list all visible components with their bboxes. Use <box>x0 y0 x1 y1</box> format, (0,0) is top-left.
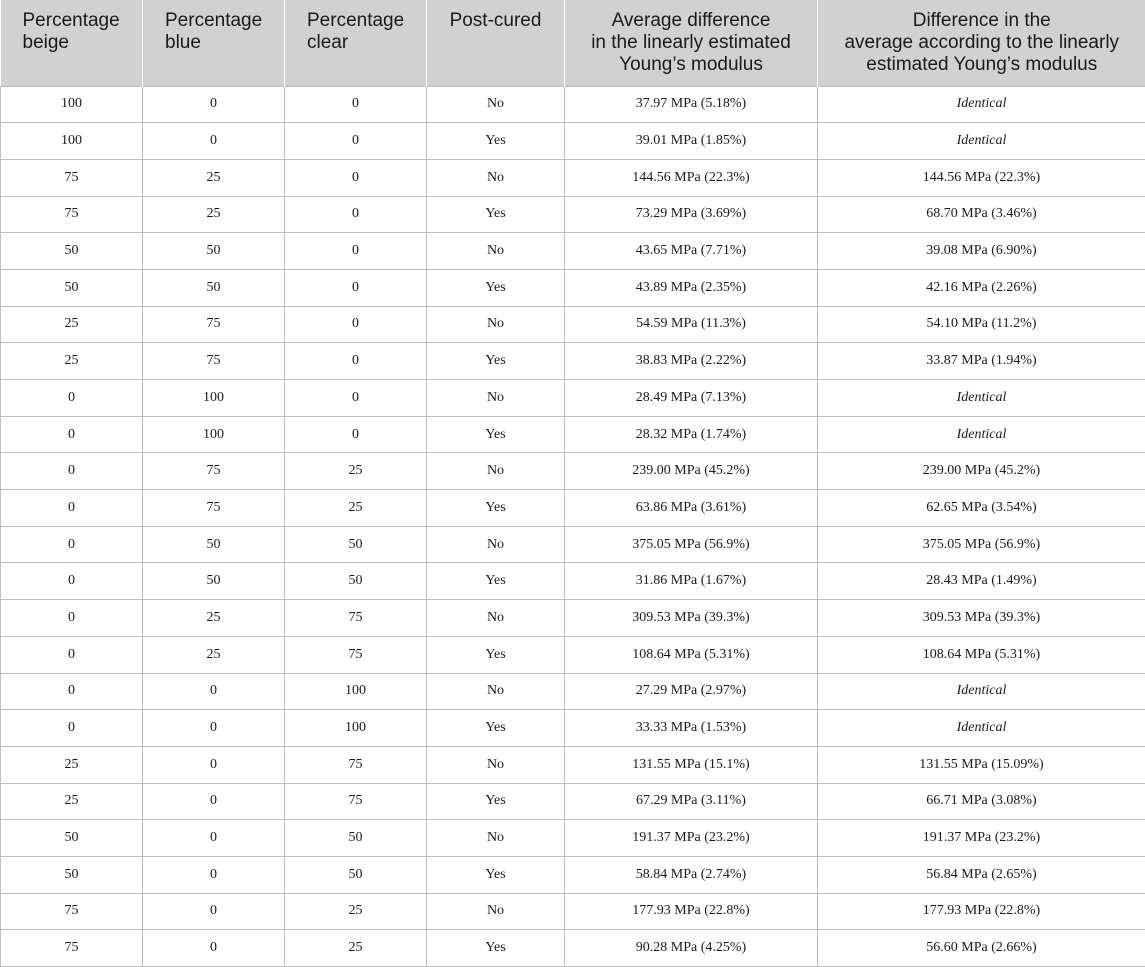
cell-percentage-clear: 100 <box>285 710 427 747</box>
cell-post-cured: No <box>427 893 565 930</box>
cell-percentage-beige: 50 <box>1 269 143 306</box>
cell-difference-in-average: 191.37 MPa (23.2%) <box>818 820 1145 857</box>
cell-post-cured: Yes <box>427 783 565 820</box>
cell-percentage-blue: 75 <box>143 490 285 527</box>
cell-percentage-blue: 75 <box>143 453 285 490</box>
header-line: average according to the linearly <box>824 32 1140 54</box>
cell-post-cured: Yes <box>427 416 565 453</box>
cell-average-difference: 28.49 MPa (7.13%) <box>565 380 818 417</box>
cell-percentage-beige: 0 <box>1 636 143 673</box>
cell-post-cured: No <box>427 673 565 710</box>
cell-average-difference: 90.28 MPa (4.25%) <box>565 930 818 967</box>
cell-percentage-beige: 0 <box>1 416 143 453</box>
cell-percentage-blue: 50 <box>143 526 285 563</box>
cell-percentage-beige: 0 <box>1 380 143 417</box>
cell-average-difference: 39.01 MPa (1.85%) <box>565 123 818 160</box>
cell-percentage-beige: 25 <box>1 343 143 380</box>
cell-average-difference: 131.55 MPa (15.1%) <box>565 746 818 783</box>
cell-percentage-clear: 50 <box>285 563 427 600</box>
cell-post-cured: No <box>427 86 565 123</box>
cell-percentage-clear: 0 <box>285 416 427 453</box>
cell-average-difference: 177.93 MPa (22.8%) <box>565 893 818 930</box>
cell-post-cured: Yes <box>427 269 565 306</box>
cell-percentage-beige: 50 <box>1 820 143 857</box>
cell-difference-in-average: 375.05 MPa (56.9%) <box>818 526 1145 563</box>
header-line: Young’s modulus <box>571 54 811 76</box>
cell-post-cured: Yes <box>427 490 565 527</box>
cell-percentage-blue: 25 <box>143 636 285 673</box>
table-row <box>1 86 1145 123</box>
cell-percentage-blue: 0 <box>143 710 285 747</box>
cell-percentage-blue: 50 <box>143 563 285 600</box>
header-line: Difference in the <box>824 10 1140 32</box>
cell-difference-in-average: 131.55 MPa (15.09%) <box>818 746 1145 783</box>
cell-post-cured: Yes <box>427 343 565 380</box>
header-post-cured <box>427 0 565 86</box>
table-row <box>1 783 1145 820</box>
cell-percentage-blue: 0 <box>143 86 285 123</box>
cell-percentage-blue: 0 <box>143 856 285 893</box>
cell-percentage-blue: 0 <box>143 820 285 857</box>
cell-post-cured: No <box>427 453 565 490</box>
cell-average-difference: 27.29 MPa (2.97%) <box>565 673 818 710</box>
cell-percentage-clear: 50 <box>285 820 427 857</box>
cell-percentage-clear: 100 <box>285 673 427 710</box>
header-row <box>1 0 1145 86</box>
cell-difference-in-average: Identical <box>818 380 1145 417</box>
cell-percentage-clear: 75 <box>285 746 427 783</box>
header-average-difference <box>565 0 818 86</box>
table-row <box>1 710 1145 747</box>
header-line: clear <box>307 32 420 54</box>
table-row <box>1 416 1145 453</box>
header-line: Percentage <box>23 10 137 32</box>
table-row <box>1 343 1145 380</box>
cell-difference-in-average: 28.43 MPa (1.49%) <box>818 563 1145 600</box>
cell-percentage-blue: 75 <box>143 306 285 343</box>
cell-average-difference: 28.32 MPa (1.74%) <box>565 416 818 453</box>
cell-average-difference: 31.86 MPa (1.67%) <box>565 563 818 600</box>
table-row <box>1 673 1145 710</box>
cell-average-difference: 309.53 MPa (39.3%) <box>565 600 818 637</box>
cell-average-difference: 108.64 MPa (5.31%) <box>565 636 818 673</box>
cell-average-difference: 67.29 MPa (3.11%) <box>565 783 818 820</box>
table-row <box>1 930 1145 967</box>
header-percentage-blue <box>143 0 285 86</box>
cell-difference-in-average: Identical <box>818 86 1145 123</box>
cell-percentage-blue: 25 <box>143 600 285 637</box>
cell-post-cured: Yes <box>427 930 565 967</box>
cell-percentage-clear: 25 <box>285 930 427 967</box>
cell-average-difference: 54.59 MPa (11.3%) <box>565 306 818 343</box>
cell-post-cured: No <box>427 526 565 563</box>
cell-percentage-clear: 0 <box>285 306 427 343</box>
cell-post-cured: No <box>427 746 565 783</box>
cell-percentage-beige: 50 <box>1 856 143 893</box>
table-row <box>1 380 1145 417</box>
cell-percentage-blue: 100 <box>143 380 285 417</box>
cell-percentage-beige: 100 <box>1 123 143 160</box>
cell-difference-in-average: 54.10 MPa (11.2%) <box>818 306 1145 343</box>
cell-percentage-blue: 0 <box>143 746 285 783</box>
cell-percentage-clear: 50 <box>285 856 427 893</box>
cell-percentage-clear: 75 <box>285 636 427 673</box>
cell-percentage-blue: 0 <box>143 673 285 710</box>
cell-percentage-clear: 25 <box>285 453 427 490</box>
table-body <box>1 86 1145 967</box>
table-row <box>1 636 1145 673</box>
cell-percentage-clear: 0 <box>285 123 427 160</box>
table-row <box>1 269 1145 306</box>
cell-percentage-beige: 75 <box>1 196 143 233</box>
table-row <box>1 453 1145 490</box>
cell-post-cured: Yes <box>427 636 565 673</box>
cell-percentage-blue: 25 <box>143 159 285 196</box>
table-row <box>1 526 1145 563</box>
cell-percentage-beige: 50 <box>1 233 143 270</box>
cell-difference-in-average: Identical <box>818 123 1145 160</box>
cell-percentage-clear: 0 <box>285 380 427 417</box>
cell-average-difference: 58.84 MPa (2.74%) <box>565 856 818 893</box>
table-row <box>1 746 1145 783</box>
cell-percentage-clear: 0 <box>285 269 427 306</box>
cell-difference-in-average: 42.16 MPa (2.26%) <box>818 269 1145 306</box>
table-header <box>1 0 1145 86</box>
table-row <box>1 856 1145 893</box>
cell-percentage-blue: 50 <box>143 269 285 306</box>
cell-percentage-beige: 25 <box>1 306 143 343</box>
cell-difference-in-average: 144.56 MPa (22.3%) <box>818 159 1145 196</box>
cell-percentage-blue: 0 <box>143 123 285 160</box>
table-row <box>1 600 1145 637</box>
table-row <box>1 820 1145 857</box>
cell-difference-in-average: 309.53 MPa (39.3%) <box>818 600 1145 637</box>
cell-post-cured: Yes <box>427 856 565 893</box>
cell-percentage-beige: 0 <box>1 490 143 527</box>
cell-percentage-beige: 0 <box>1 563 143 600</box>
cell-percentage-blue: 0 <box>143 783 285 820</box>
cell-average-difference: 43.89 MPa (2.35%) <box>565 269 818 306</box>
cell-average-difference: 375.05 MPa (56.9%) <box>565 526 818 563</box>
cell-difference-in-average: 177.93 MPa (22.8%) <box>818 893 1145 930</box>
cell-percentage-clear: 75 <box>285 600 427 637</box>
header-line: in the linearly estimated <box>571 32 811 54</box>
cell-percentage-clear: 25 <box>285 893 427 930</box>
cell-percentage-blue: 75 <box>143 343 285 380</box>
cell-post-cured: Yes <box>427 710 565 747</box>
cell-percentage-clear: 75 <box>285 783 427 820</box>
cell-percentage-beige: 0 <box>1 710 143 747</box>
header-line: Post-cured <box>433 10 558 32</box>
cell-post-cured: Yes <box>427 563 565 600</box>
cell-percentage-beige: 0 <box>1 673 143 710</box>
header-line: Percentage <box>307 10 420 32</box>
table-row <box>1 306 1145 343</box>
header-percentage-beige <box>1 0 143 86</box>
cell-percentage-beige: 75 <box>1 159 143 196</box>
cell-percentage-beige: 25 <box>1 746 143 783</box>
cell-percentage-beige: 25 <box>1 783 143 820</box>
header-line: estimated Young’s modulus <box>824 54 1140 76</box>
cell-percentage-clear: 0 <box>285 86 427 123</box>
header-line: Percentage <box>165 10 278 32</box>
cell-average-difference: 239.00 MPa (45.2%) <box>565 453 818 490</box>
table-row <box>1 893 1145 930</box>
cell-percentage-beige: 75 <box>1 893 143 930</box>
cell-average-difference: 144.56 MPa (22.3%) <box>565 159 818 196</box>
cell-difference-in-average: Identical <box>818 710 1145 747</box>
table-row <box>1 563 1145 600</box>
cell-average-difference: 33.33 MPa (1.53%) <box>565 710 818 747</box>
cell-difference-in-average: Identical <box>818 416 1145 453</box>
cell-percentage-blue: 0 <box>143 930 285 967</box>
cell-post-cured: No <box>427 820 565 857</box>
cell-difference-in-average: 66.71 MPa (3.08%) <box>818 783 1145 820</box>
table-row <box>1 123 1145 160</box>
cell-percentage-beige: 0 <box>1 526 143 563</box>
cell-post-cured: No <box>427 233 565 270</box>
cell-percentage-beige: 100 <box>1 86 143 123</box>
cell-percentage-clear: 25 <box>285 490 427 527</box>
cell-average-difference: 73.29 MPa (3.69%) <box>565 196 818 233</box>
cell-post-cured: No <box>427 600 565 637</box>
cell-difference-in-average: Identical <box>818 673 1145 710</box>
cell-percentage-blue: 100 <box>143 416 285 453</box>
cell-post-cured: No <box>427 306 565 343</box>
table-row <box>1 159 1145 196</box>
cell-difference-in-average: 39.08 MPa (6.90%) <box>818 233 1145 270</box>
table-row <box>1 490 1145 527</box>
cell-post-cured: No <box>427 159 565 196</box>
cell-percentage-beige: 0 <box>1 453 143 490</box>
cell-percentage-clear: 0 <box>285 159 427 196</box>
cell-post-cured: No <box>427 380 565 417</box>
cell-average-difference: 63.86 MPa (3.61%) <box>565 490 818 527</box>
cell-percentage-clear: 0 <box>285 196 427 233</box>
cell-percentage-clear: 0 <box>285 343 427 380</box>
cell-difference-in-average: 56.84 MPa (2.65%) <box>818 856 1145 893</box>
header-line: Average difference <box>571 10 811 32</box>
header-percentage-clear <box>285 0 427 86</box>
cell-percentage-beige: 75 <box>1 930 143 967</box>
cell-average-difference: 38.83 MPa (2.22%) <box>565 343 818 380</box>
header-line: beige <box>23 32 137 54</box>
cell-percentage-clear: 0 <box>285 233 427 270</box>
cell-average-difference: 43.65 MPa (7.71%) <box>565 233 818 270</box>
cell-average-difference: 37.97 MPa (5.18%) <box>565 86 818 123</box>
cell-percentage-blue: 0 <box>143 893 285 930</box>
header-difference-in-average <box>818 0 1145 86</box>
cell-difference-in-average: 68.70 MPa (3.46%) <box>818 196 1145 233</box>
cell-difference-in-average: 108.64 MPa (5.31%) <box>818 636 1145 673</box>
cell-post-cured: Yes <box>427 196 565 233</box>
cell-percentage-clear: 50 <box>285 526 427 563</box>
cell-post-cured: Yes <box>427 123 565 160</box>
cell-percentage-blue: 25 <box>143 196 285 233</box>
header-line: blue <box>165 32 278 54</box>
cell-difference-in-average: 56.60 MPa (2.66%) <box>818 930 1145 967</box>
cell-difference-in-average: 239.00 MPa (45.2%) <box>818 453 1145 490</box>
cell-difference-in-average: 33.87 MPa (1.94%) <box>818 343 1145 380</box>
cell-percentage-beige: 0 <box>1 600 143 637</box>
cell-difference-in-average: 62.65 MPa (3.54%) <box>818 490 1145 527</box>
table-row <box>1 233 1145 270</box>
cell-percentage-blue: 50 <box>143 233 285 270</box>
cell-average-difference: 191.37 MPa (23.2%) <box>565 820 818 857</box>
table-row <box>1 196 1145 233</box>
